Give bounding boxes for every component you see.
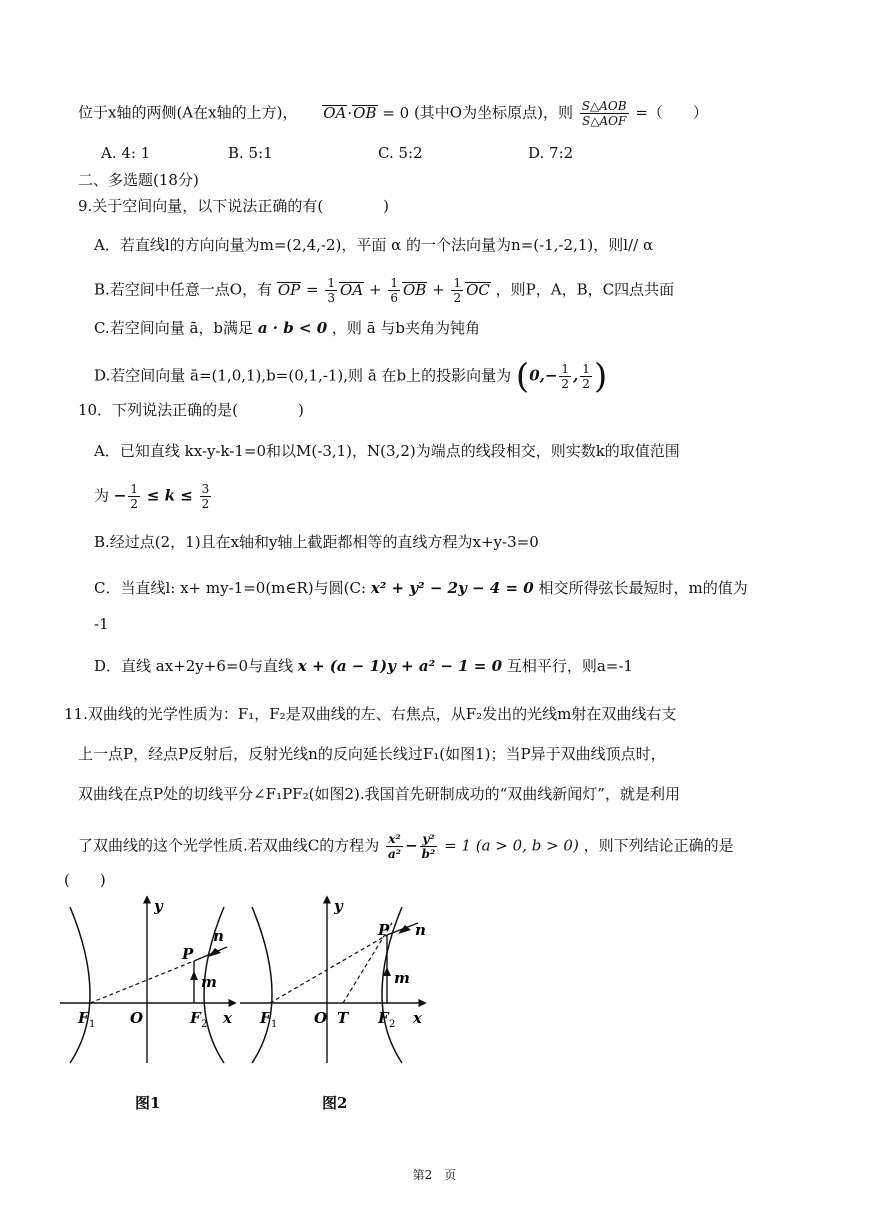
q10-stem: 10．下列说法正确的是( ) xyxy=(78,401,304,419)
den: 6 xyxy=(390,291,398,305)
label-F2-sub: 2 xyxy=(201,1019,208,1030)
frac-x2-a2 xyxy=(386,832,403,861)
k-range: ≤ k ≤ xyxy=(146,486,193,505)
q10-option-c-line1 xyxy=(94,578,748,598)
figure-1-hyperbola xyxy=(60,895,260,1065)
vector-oa: OA xyxy=(340,280,364,299)
label-m: m xyxy=(394,969,410,987)
q9-option-d xyxy=(94,356,608,397)
label-x: x xyxy=(223,1009,232,1027)
q10-option-c-line2: -1 xyxy=(94,615,109,633)
q8-option-b: B. 5:1 xyxy=(228,144,273,162)
num: x² xyxy=(386,832,403,847)
frac-1-2 xyxy=(128,482,140,511)
dashed-ray xyxy=(90,961,194,1003)
eq: = xyxy=(306,280,319,299)
q11-l4-pre: 了双曲线的这个光学性质.若双曲线C的方程为 xyxy=(78,836,380,855)
label-F1-sub: 1 xyxy=(271,1019,278,1030)
q9-c-post: ，则 ā 与b夹角为钝角 xyxy=(331,319,481,337)
paren-open: ( xyxy=(515,356,530,397)
den: 2 xyxy=(201,497,210,511)
num: 1 xyxy=(390,276,398,290)
q8-eq-blank: =（ ） xyxy=(635,103,708,122)
q10-option-a-line1: A．已知直线 kx-y-k-1=0和以M(-3,1)，N(3,2)为端点的线段相交，则实数k的取值范围 xyxy=(94,442,680,460)
den: a² xyxy=(388,847,402,861)
q9-option-b xyxy=(94,276,674,305)
label-F2: F xyxy=(378,1009,389,1027)
q10-option-b: B.经过点(2，1)且在x轴和y轴上截距都相等的直线方程为x+y-3=0 xyxy=(94,533,539,551)
den: 2 xyxy=(130,497,139,511)
hyperbola-condition: = 1 (a > 0, b > 0) xyxy=(444,836,579,855)
label-T: T xyxy=(337,1009,349,1027)
plus: + xyxy=(368,280,382,299)
q8-tail-line xyxy=(78,99,708,128)
q9-b-pre: B.若空间中任意一点O，有 xyxy=(94,280,273,299)
area-ratio xyxy=(580,99,629,128)
label-x: x xyxy=(413,1009,422,1027)
label-P: P xyxy=(378,921,390,939)
section-title: 二、多选题(18分) xyxy=(78,171,199,189)
dot-symbol: · xyxy=(347,103,353,122)
label-F1-sub: 1 xyxy=(89,1019,96,1030)
label-O: O xyxy=(314,1009,328,1027)
label-F2: F xyxy=(190,1009,201,1027)
label-F1: F xyxy=(78,1009,89,1027)
vector-op: OP xyxy=(277,280,301,299)
line-equation: x + (a − 1)y + a² − 1 = 0 xyxy=(297,657,503,675)
q9-c-math: a · b < 0 xyxy=(257,319,328,337)
q11-blank: ( ) xyxy=(64,871,106,889)
label-m: m xyxy=(201,973,217,991)
frac-1-3 xyxy=(325,276,337,305)
label-y: y xyxy=(154,897,163,915)
q9-option-c xyxy=(94,318,480,338)
q11-l4-post: ，则下列结论正确的是 xyxy=(583,836,734,855)
q8-option-d: D. 7:2 xyxy=(528,144,574,162)
den: 2 xyxy=(453,291,462,305)
vector-oa: OA xyxy=(323,103,347,122)
den: 2 xyxy=(561,377,570,391)
q9-c-pre: C.若空间向量 ā，b满足 xyxy=(94,319,254,337)
q9-b-post: ，则P，A，B，C四点共面 xyxy=(495,280,675,299)
left-branch xyxy=(70,907,90,1063)
eq-zero: = 0 xyxy=(382,103,410,122)
q8-text-a: 位于x轴的两侧(A在x轴的上方)， xyxy=(78,103,298,122)
q9-d-zero: 0,− xyxy=(529,366,558,385)
num: 1 xyxy=(582,362,590,376)
q10-c-pre: C．当直线l: x+ my-1=0(m∈R)与圆(C: xyxy=(94,579,367,597)
q11-line4 xyxy=(78,832,734,861)
q8-dot-product xyxy=(322,104,414,122)
left-branch xyxy=(252,907,272,1063)
q10-c-post: 相交所得弦长最短时，m的值为 xyxy=(538,579,748,597)
frac-y2-b2 xyxy=(420,832,438,861)
q11-line3: 双曲线在点P处的切线平分∠F₁PF₂(如图2).我国首先研制成功的“双曲线新闻灯”，就是利用 xyxy=(78,785,680,803)
comma: , xyxy=(573,366,579,385)
label-F2-sub: 2 xyxy=(389,1019,396,1030)
q11-line2: 上一点P，经点P反射后，反射光线n的反向延长线过F₁(如图1)；当P异于双曲线顶点时， xyxy=(78,745,666,763)
minus: − xyxy=(113,486,127,505)
figure-1-caption: 图1 xyxy=(135,1094,161,1112)
frac-1-2 xyxy=(580,362,592,391)
num: 1 xyxy=(327,276,336,290)
num: 3 xyxy=(201,482,210,496)
label-P: P xyxy=(182,945,194,963)
label-n: n xyxy=(213,927,224,945)
figure-2-caption: 图2 xyxy=(322,1094,348,1112)
frac-1-2 xyxy=(451,276,463,305)
num: 1 xyxy=(130,482,139,496)
den: b² xyxy=(421,847,436,861)
num: 1 xyxy=(561,362,570,376)
arrow-m xyxy=(190,971,198,980)
num: 1 xyxy=(453,276,462,290)
paren-close: ) xyxy=(593,356,608,397)
q9-d-pre: D.若空间向量 ā=(1,0,1),b=(0,1,-1),则 ā 在b上的投影向量为 xyxy=(94,366,512,385)
q10-a-pre: 为 xyxy=(94,486,110,505)
area-ratio-num: S△AOB xyxy=(581,99,627,113)
den: 3 xyxy=(327,291,336,305)
label-F1: F xyxy=(260,1009,271,1027)
q9-option-a: A．若直线l的方向向量为m=(2,4,-2)，平面 α 的一个法向量为n=(-1,-2,1)，则l// α xyxy=(94,236,654,254)
frac-3-2 xyxy=(200,482,212,511)
q8-text-b: (其中O为坐标原点)，则 xyxy=(413,103,573,122)
q10-d-pre: D．直线 ax+2y+6=0与直线 xyxy=(94,657,294,675)
plus: + xyxy=(432,280,445,299)
frac-1-2 xyxy=(559,362,571,391)
den: 2 xyxy=(582,377,590,391)
label-O: O xyxy=(130,1009,144,1027)
vector-ob: OB xyxy=(402,280,427,299)
vector-ob: OB xyxy=(353,103,377,122)
minus: − xyxy=(405,836,418,855)
q10-option-d xyxy=(94,656,633,676)
q8-option-a: A. 4: 1 xyxy=(101,144,151,162)
page-number: 第2 页 xyxy=(412,1168,457,1182)
vector-oc: OC xyxy=(466,280,490,299)
num: y² xyxy=(420,832,438,847)
frac-1-6 xyxy=(388,276,400,305)
dashed-ray xyxy=(270,935,387,1003)
label-n: n xyxy=(415,921,426,939)
q11-line1: 11.双曲线的光学性质为：F₁，F₂是双曲线的左、右焦点，从F₂发出的光线m射在双曲线右支 xyxy=(64,705,677,723)
area-ratio-den: S△AOF xyxy=(582,114,627,128)
circle-equation: x² + y² − 2y − 4 = 0 xyxy=(370,579,534,597)
q10-option-a-line2 xyxy=(94,482,213,511)
q9-stem: 9.关于空间向量，以下说法正确的有( ) xyxy=(78,197,390,215)
q10-d-post: 互相平行，则a=-1 xyxy=(506,657,633,675)
q8-option-c: C. 5:2 xyxy=(378,144,423,162)
figure-2-hyperbola xyxy=(240,895,440,1065)
label-y: y xyxy=(334,897,343,915)
